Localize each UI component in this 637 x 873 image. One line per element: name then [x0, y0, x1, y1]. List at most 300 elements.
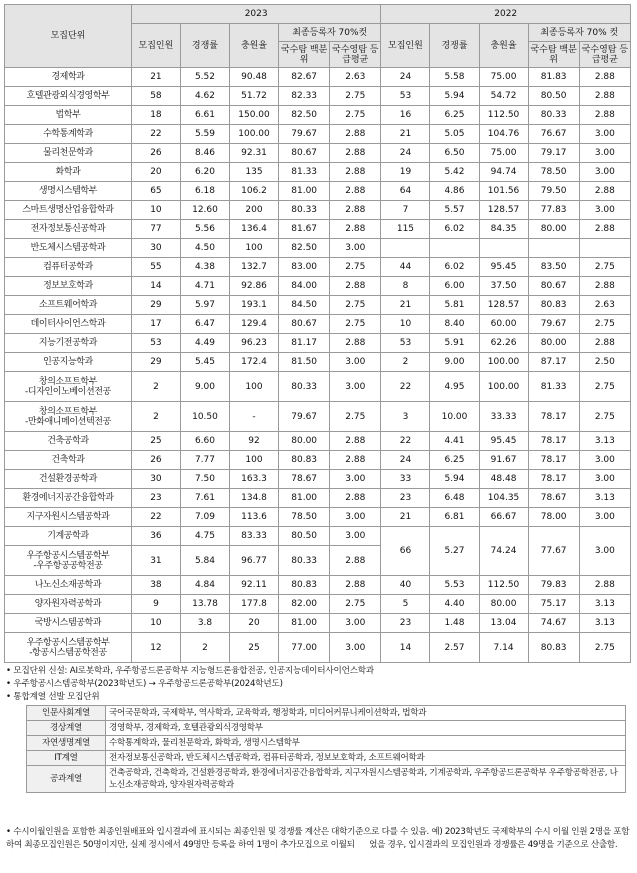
cell-2022-competition: 6.48: [430, 489, 479, 508]
cell-2023-quota: 9: [131, 595, 180, 614]
cell-2022-percentile: 83.50: [528, 258, 579, 277]
cell-2022-quota: 23: [381, 614, 430, 633]
group-row: [27, 721, 626, 736]
unit-name-line: 우주항공시스템공학부: [26, 637, 110, 648]
group-units: 국어국문학과, 국제학부, 역사학과, 교육학과, 행정학과, 미디어커뮤니케이션학과, 법학과: [106, 706, 626, 721]
cell-2022-fill: 60.00: [479, 315, 528, 334]
cell-2022-fill: 75.00: [479, 68, 528, 87]
cell-2022-merged-fill: 74.24: [479, 527, 528, 576]
footnote-line-3: 었을 경우, 입시결과의 모집인원과 경쟁률은 49명을 기준으로 산출함.: [369, 840, 618, 850]
cell-2022-percentile: 80.33: [528, 106, 579, 125]
unit-name: [5, 239, 132, 258]
unit-name: [5, 432, 132, 451]
unit-name-line: 생명시스템학부: [38, 186, 97, 196]
group-units: 경영학부, 경제학과, 호텔관광외식경영학부: [106, 721, 626, 736]
unit-name-line: 나노신소재공학과: [34, 580, 102, 590]
cell-2023-fill: 150.00: [230, 106, 279, 125]
cell-2023-fill: 134.8: [230, 489, 279, 508]
cell-2022-competition: 6.02: [430, 220, 479, 239]
cell-2023-competition: 5.56: [180, 220, 229, 239]
table-row: [5, 315, 631, 334]
unit-name: [5, 106, 132, 125]
cell-2022-percentile: 78.17: [528, 432, 579, 451]
cell-2023-fill: 132.7: [230, 258, 279, 277]
cell-2023-competition: 7.50: [180, 470, 229, 489]
cell-2023-quota: 30: [131, 470, 180, 489]
cell-2023-percentile: 84.00: [279, 277, 330, 296]
cell-2023-fill: 136.4: [230, 220, 279, 239]
cell-2022-competition: 2.57: [430, 633, 479, 663]
cell-2023-grade: 2.75: [330, 315, 381, 334]
cell-2023-quota: 23: [131, 489, 180, 508]
unit-name: [5, 470, 132, 489]
cell-2023-competition: 6.18: [180, 182, 229, 201]
header-grade-2023: 국수영탐 등급평균: [330, 42, 381, 68]
cell-2022-quota: 7: [381, 201, 430, 220]
cell-2022-fill: 80.00: [479, 595, 528, 614]
header-year-2023: 2023: [131, 5, 381, 24]
cell-2023-percentile: 81.67: [279, 220, 330, 239]
cell-2022-quota: 8: [381, 277, 430, 296]
unit-name: [5, 402, 132, 432]
cell-2023-percentile: 80.83: [279, 576, 330, 595]
cell-2022-grade: 2.88: [579, 334, 630, 353]
cell-2022-grade: 2.75: [579, 372, 630, 402]
group-name: 공과계열: [27, 766, 106, 793]
cell-2022-competition: 6.02: [430, 258, 479, 277]
table-row: [5, 296, 631, 315]
unit-name-line: 창의소프트학부: [38, 406, 97, 417]
cell-2022-grade: 3.00: [579, 508, 630, 527]
cell-2023-fill: 193.1: [230, 296, 279, 315]
table-row: [5, 402, 631, 432]
cell-2023-competition: 13.78: [180, 595, 229, 614]
cell-2022-fill: 104.76: [479, 125, 528, 144]
table-row: [5, 451, 631, 470]
cell-2022-grade: 3.00: [579, 451, 630, 470]
table-row: [5, 182, 631, 201]
group-units: 전자정보통신공학과, 반도체시스템공학과, 컴퓨터공학과, 정보보호학과, 소프트웨어학과: [106, 751, 626, 766]
unit-name-line: 정보보호학과: [43, 281, 93, 291]
group-row: [27, 766, 626, 793]
cell-2022-percentile: 80.50: [528, 87, 579, 106]
group-row: [27, 751, 626, 766]
cell-2023-competition: 7.77: [180, 451, 229, 470]
cell-2023-quota: 65: [131, 182, 180, 201]
unit-name: [5, 576, 132, 595]
cell-2022-fill: 37.50: [479, 277, 528, 296]
cell-2023-grade: 2.88: [330, 489, 381, 508]
unit-name-line: -디자인이노베이션전공: [25, 386, 111, 397]
cell-2023-quota: 36: [131, 527, 180, 546]
cell-2023-quota: 38: [131, 576, 180, 595]
table-row: [5, 334, 631, 353]
cell-2023-quota: 29: [131, 296, 180, 315]
cell-2022-competition: 4.40: [430, 595, 479, 614]
table-row: [5, 258, 631, 277]
cell-2022-grade: 2.50: [579, 353, 630, 372]
cell-2022-percentile: 78.50: [528, 163, 579, 182]
cell-2022-competition: 5.42: [430, 163, 479, 182]
cell-2023-grade: 3.00: [330, 353, 381, 372]
group-name: 경상계열: [27, 721, 106, 736]
cell-2023-fill: 92.86: [230, 277, 279, 296]
cell-2022-grade: 2.75: [579, 402, 630, 432]
cell-2023-fill: 100: [230, 451, 279, 470]
cell-2022-grade: 2.88: [579, 576, 630, 595]
cell-2022-quota: 40: [381, 576, 430, 595]
table-row: [5, 163, 631, 182]
cell-2022-competition: 6.25: [430, 106, 479, 125]
cell-2023-percentile: 80.83: [279, 451, 330, 470]
cell-2022-quota: 115: [381, 220, 430, 239]
cell-2023-competition: 4.49: [180, 334, 229, 353]
cell-2023-fill: 51.72: [230, 87, 279, 106]
cell-2022-percentile: 87.17: [528, 353, 579, 372]
cell-2023-quota: 12: [131, 633, 180, 663]
cell-2022-competition: 5.05: [430, 125, 479, 144]
cell-2023-grade: 2.88: [330, 432, 381, 451]
cell-2022-quota: 23: [381, 489, 430, 508]
header-quota-2022: 모집인원: [381, 24, 430, 68]
header-cut70-2022: 최종등록자 70% 컷: [528, 24, 630, 42]
cell-2023-quota: 10: [131, 614, 180, 633]
table-row: [5, 220, 631, 239]
cell-2023-percentile: 81.00: [279, 489, 330, 508]
admission-results-table: [4, 4, 631, 663]
unit-name-line: -항공시스템공학전공: [29, 647, 107, 658]
cell-2023-competition: 4.62: [180, 87, 229, 106]
note-rename: • 우주항공시스템공학부(2023학년도) → 우주항공드론공학부(2024학년도): [6, 679, 283, 689]
unit-name-line: -우주항공공학전공: [33, 560, 103, 571]
unit-name-line: 창의소프트학부: [38, 376, 97, 387]
cell-2023-percentile: 80.33: [279, 546, 330, 576]
cell-2023-fill: 90.48: [230, 68, 279, 87]
cell-2022-fill: 101.56: [479, 182, 528, 201]
cell-2022-grade: 2.75: [579, 315, 630, 334]
cell-2023-fill: 100.00: [230, 125, 279, 144]
cell-2023-grade: 3.00: [330, 633, 381, 663]
cell-2022-fill: [479, 239, 528, 258]
cell-2022-competition: 1.48: [430, 614, 479, 633]
table-row: [5, 239, 631, 258]
cell-2023-grade: 2.88: [330, 546, 381, 576]
cell-2022-grade: 3.00: [579, 163, 630, 182]
cell-2022-fill: 128.57: [479, 201, 528, 220]
unit-name-line: 소프트웨어학과: [38, 300, 97, 310]
cell-2022-quota: 53: [381, 87, 430, 106]
cell-2022-quota: 24: [381, 451, 430, 470]
header-unit: 모집단위: [5, 5, 132, 68]
cell-2022-percentile: 77.83: [528, 201, 579, 220]
cell-2022-merged-competition: 5.27: [430, 527, 479, 576]
cell-2023-grade: 3.00: [330, 527, 381, 546]
unit-name: [5, 125, 132, 144]
table-row: [5, 277, 631, 296]
cell-2022-competition: 4.41: [430, 432, 479, 451]
cell-2023-competition: 4.84: [180, 576, 229, 595]
cell-2022-competition: 6.81: [430, 508, 479, 527]
cell-2023-percentile: 83.00: [279, 258, 330, 277]
unit-name: [5, 595, 132, 614]
cell-2023-grade: 2.88: [330, 182, 381, 201]
table-row: [5, 87, 631, 106]
cell-2023-quota: 22: [131, 125, 180, 144]
cell-2023-percentile: 82.67: [279, 68, 330, 87]
cell-2023-quota: 17: [131, 315, 180, 334]
unit-name: [5, 296, 132, 315]
unit-name-line: 지구자원시스템공학과: [26, 512, 110, 522]
cell-2022-quota: 21: [381, 508, 430, 527]
cell-2022-competition: 5.58: [430, 68, 479, 87]
unit-name-line: 우주항공시스템공학부: [26, 550, 110, 561]
cell-2023-grade: 2.88: [330, 451, 381, 470]
cell-2023-competition: 5.59: [180, 125, 229, 144]
group-name: IT계열: [27, 751, 106, 766]
unit-name: [5, 508, 132, 527]
cell-2023-quota: 20: [131, 163, 180, 182]
unit-name-line: 경제학과: [51, 72, 85, 82]
group-units: 건축공학과, 건축학과, 건설환경공학과, 환경에너지공간융합학과, 지구자원시스템공학과, 기계공학과, 우주항공드론공학부 우주항공학전공, 나노신소재공학과, 양자원자력공학과: [106, 766, 626, 793]
cell-2022-merged-quota: 66: [381, 527, 430, 576]
cell-2023-quota: 26: [131, 144, 180, 163]
unit-name-line: 수학통계학과: [43, 129, 93, 139]
cell-2023-quota: 2: [131, 372, 180, 402]
cell-2022-percentile: 80.67: [528, 277, 579, 296]
table-row: [5, 353, 631, 372]
header-grade-2022: 국수영탐 등급평균: [579, 42, 630, 68]
cell-2023-competition: 8.46: [180, 144, 229, 163]
cell-2023-quota: 21: [131, 68, 180, 87]
unit-name: [5, 258, 132, 277]
cell-2023-grade: 2.88: [330, 334, 381, 353]
cell-2022-grade: 3.13: [579, 614, 630, 633]
cell-2022-fill: 112.50: [479, 576, 528, 595]
cell-2022-fill: 48.48: [479, 470, 528, 489]
cell-2023-quota: 2: [131, 402, 180, 432]
unit-name-line: 스마트생명산업융합학과: [22, 205, 114, 215]
group-units: 수학통계학과, 물리천문학과, 화학과, 생명시스템학부: [106, 736, 626, 751]
cell-2023-quota: 30: [131, 239, 180, 258]
cell-2022-grade: 3.13: [579, 432, 630, 451]
cell-2022-percentile: 79.50: [528, 182, 579, 201]
cell-2022-quota: 33: [381, 470, 430, 489]
cell-2022-fill: 33.33: [479, 402, 528, 432]
cell-2022-quota: 44: [381, 258, 430, 277]
cell-2022-grade: 3.13: [579, 489, 630, 508]
table-row: [5, 68, 631, 87]
unit-name: [5, 334, 132, 353]
unit-name: [5, 220, 132, 239]
table-row: [5, 527, 631, 546]
unit-name-line: 화학과: [55, 167, 81, 177]
unit-name-line: 인공지능학과: [43, 357, 93, 367]
cell-2023-competition: 4.75: [180, 527, 229, 546]
cell-2022-quota: 14: [381, 633, 430, 663]
cell-2023-grade: 2.75: [330, 258, 381, 277]
cell-2023-grade: 2.75: [330, 595, 381, 614]
cell-2023-grade: 2.75: [330, 106, 381, 125]
unit-name: [5, 144, 132, 163]
cell-2022-merged-grade: 3.00: [579, 527, 630, 576]
cell-2022-quota: 10: [381, 315, 430, 334]
table-row: [5, 144, 631, 163]
cell-2023-competition: 5.52: [180, 68, 229, 87]
cell-2022-competition: 5.94: [430, 470, 479, 489]
cell-2023-grade: 2.63: [330, 68, 381, 87]
cell-2023-percentile: 78.50: [279, 508, 330, 527]
cell-2022-percentile: 80.83: [528, 296, 579, 315]
cell-2023-grade: 2.88: [330, 125, 381, 144]
cell-2023-competition: 7.09: [180, 508, 229, 527]
unit-name: [5, 68, 132, 87]
cell-2023-competition: 4.38: [180, 258, 229, 277]
unit-name: [5, 614, 132, 633]
cell-2022-fill: 104.35: [479, 489, 528, 508]
unit-name: [5, 87, 132, 106]
cell-2023-competition: 12.60: [180, 201, 229, 220]
cell-2022-grade: 2.63: [579, 296, 630, 315]
cell-2023-competition: 5.45: [180, 353, 229, 372]
header-percentile-2023: 국수탐 백분위: [279, 42, 330, 68]
cell-2022-merged-percentile: 77.67: [528, 527, 579, 576]
cell-2023-quota: 10: [131, 201, 180, 220]
cell-2022-fill: 62.26: [479, 334, 528, 353]
cell-2023-competition: 2: [180, 633, 229, 663]
cell-2023-fill: 113.6: [230, 508, 279, 527]
cell-2023-fill: 92.31: [230, 144, 279, 163]
unit-name: [5, 451, 132, 470]
unit-name-line: 반도체시스템공학과: [30, 243, 106, 253]
footnote: [6, 826, 631, 852]
unit-name-line: 호텔관광외식경영학부: [26, 91, 110, 101]
cell-2022-percentile: 78.00: [528, 508, 579, 527]
cell-2022-competition: 9.00: [430, 353, 479, 372]
cell-2022-competition: 5.81: [430, 296, 479, 315]
cell-2023-grade: 2.88: [330, 576, 381, 595]
unit-name: [5, 201, 132, 220]
cell-2022-percentile: 78.17: [528, 402, 579, 432]
cell-2023-fill: 135: [230, 163, 279, 182]
cell-2023-competition: 5.84: [180, 546, 229, 576]
cell-2023-fill: 20: [230, 614, 279, 633]
cell-2023-percentile: 80.50: [279, 527, 330, 546]
unit-name-line: 건축공학과: [47, 436, 89, 446]
cell-2022-quota: 21: [381, 296, 430, 315]
cell-2022-percentile: 79.17: [528, 144, 579, 163]
cell-2023-competition: 4.71: [180, 277, 229, 296]
cell-2023-grade: 2.75: [330, 87, 381, 106]
cell-2023-percentile: 82.50: [279, 239, 330, 258]
cell-2023-percentile: 81.50: [279, 353, 330, 372]
cell-2023-grade: 3.00: [330, 239, 381, 258]
cell-2022-percentile: 80.00: [528, 334, 579, 353]
cell-2023-percentile: 81.00: [279, 182, 330, 201]
cell-2022-percentile: 79.83: [528, 576, 579, 595]
cell-2023-grade: 3.00: [330, 372, 381, 402]
cell-2022-quota: 16: [381, 106, 430, 125]
unit-name: [5, 277, 132, 296]
cell-2023-percentile: 81.17: [279, 334, 330, 353]
cell-2023-grade: 3.00: [330, 470, 381, 489]
cell-2022-quota: 2: [381, 353, 430, 372]
notes: [6, 665, 631, 794]
cell-2022-quota: 53: [381, 334, 430, 353]
cell-2022-grade: 3.00: [579, 201, 630, 220]
table-row: [5, 201, 631, 220]
unit-name: [5, 633, 132, 663]
cell-2023-percentile: 79.67: [279, 125, 330, 144]
table-row: [5, 125, 631, 144]
cell-2022-fill: 100.00: [479, 353, 528, 372]
cell-2023-percentile: 77.00: [279, 633, 330, 663]
cell-2023-fill: 100: [230, 372, 279, 402]
cell-2023-quota: 55: [131, 258, 180, 277]
cell-2023-competition: 6.20: [180, 163, 229, 182]
cell-2022-competition: 5.91: [430, 334, 479, 353]
cell-2022-fill: 95.45: [479, 432, 528, 451]
cell-2022-quota: [381, 239, 430, 258]
cell-2023-quota: 18: [131, 106, 180, 125]
cell-2023-grade: 3.00: [330, 508, 381, 527]
cell-2022-percentile: 80.00: [528, 220, 579, 239]
unit-name-line: 전자정보통신공학과: [30, 224, 106, 234]
footnote-line-2: 예) 2023학년도 국제학부의 수시 이월 인원 2명을 포함하여 최종모집인원은 50명이지만, 실제 정시에서 49명만 등록을 하여 1명이 추가모집으로 이월되: [6, 827, 630, 850]
cell-2023-percentile: 80.33: [279, 201, 330, 220]
cell-2022-grade: 2.75: [579, 258, 630, 277]
cell-2022-competition: 5.57: [430, 201, 479, 220]
header-fill-2023: 충원율: [230, 24, 279, 68]
group-row: [27, 706, 626, 721]
cell-2023-percentile: 80.67: [279, 144, 330, 163]
cell-2022-grade: 3.00: [579, 470, 630, 489]
cell-2022-fill: 100.00: [479, 372, 528, 402]
header-competition-2022: 경쟁률: [430, 24, 479, 68]
cell-2022-competition: 8.40: [430, 315, 479, 334]
cell-2022-grade: 2.88: [579, 68, 630, 87]
table-row: [5, 432, 631, 451]
table-row: [5, 106, 631, 125]
cell-2022-grade: 3.00: [579, 144, 630, 163]
unit-name: [5, 546, 132, 576]
note-new-units: • 모집단위 신설: AI로봇학과, 우주항공드론공학부 지능형드론융합전공, 인공지능데이터사이언스학과: [6, 666, 374, 676]
unit-name-line: 물리천문학과: [43, 148, 93, 158]
cell-2023-fill: 177.8: [230, 595, 279, 614]
cell-2022-competition: 5.53: [430, 576, 479, 595]
cell-2023-fill: 100: [230, 239, 279, 258]
cell-2023-quota: 25: [131, 432, 180, 451]
cell-2022-competition: [430, 239, 479, 258]
cell-2023-grade: 2.88: [330, 220, 381, 239]
header-year-2022: 2022: [381, 5, 631, 24]
unit-name: [5, 163, 132, 182]
cell-2022-percentile: 78.17: [528, 470, 579, 489]
cell-2023-grade: 2.88: [330, 277, 381, 296]
cell-2023-competition: 6.61: [180, 106, 229, 125]
cell-2022-competition: 6.50: [430, 144, 479, 163]
cell-2022-percentile: 76.67: [528, 125, 579, 144]
header-cut70-2023: 최종등록자 70%컷: [279, 24, 381, 42]
cell-2022-grade: 2.88: [579, 277, 630, 296]
unit-name: [5, 315, 132, 334]
cell-2023-fill: 172.4: [230, 353, 279, 372]
cell-2022-percentile: 81.83: [528, 68, 579, 87]
cell-2022-grade: 2.88: [579, 106, 630, 125]
cell-2022-competition: 6.25: [430, 451, 479, 470]
table-row: [5, 576, 631, 595]
cell-2023-percentile: 80.67: [279, 315, 330, 334]
unit-name-line: 환경에너지공간융합학과: [22, 493, 114, 503]
